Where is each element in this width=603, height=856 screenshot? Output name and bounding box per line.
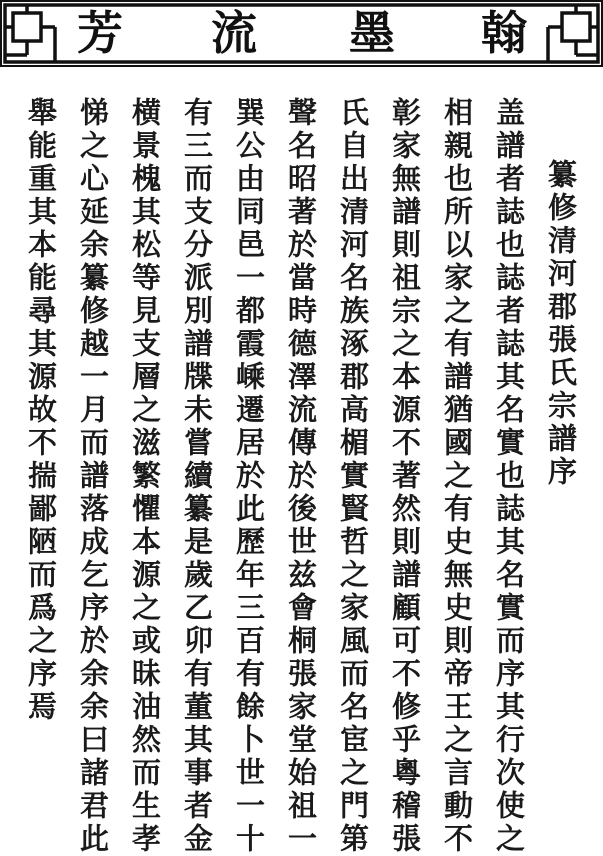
text-column: 有三而支分派別譜牒未嘗續纂是歲乙卯有董其事者金: [180, 97, 214, 856]
text-column: 氏自出清河名族涿郡高楣實賢哲之家風而名宦之門第: [336, 97, 370, 856]
preface-text: [22, 97, 587, 856]
title-char-3: 墨: [349, 6, 395, 60]
right-lattice-ornament: [548, 5, 598, 62]
text-column: 相親也所以家之有譜猶國之有史無史則帝王之言動不: [440, 97, 474, 856]
text-column: 彰家無譜則祖宗之本源不著然則譜顧可不修乎粵稽張: [388, 97, 422, 856]
title-char-1: 芳: [77, 6, 123, 60]
text-column: 聲名昭著於當時德澤流傳於後世兹會桐張家堂始祖一: [284, 97, 318, 856]
text-column: 舉能重其本能尋其源故不揣鄙陋而爲之序焉: [24, 97, 58, 724]
left-lattice-ornament: [5, 5, 55, 62]
text-column: 悌之心延余纂修越一月而譜落成乞序於余余曰諸君此: [76, 97, 110, 856]
title-char-4: 翰: [481, 6, 527, 60]
preface-heading: 纂修清河郡張氏宗譜序: [544, 159, 578, 489]
text-column: 巽公由同邑一都霞嵊遷居於此歷年三百有餘卜世一十: [232, 97, 266, 856]
text-column: 横景槐其松等見支層之滋繁懼本源之或昧油然而生孝: [128, 97, 162, 856]
title-banner: [0, 0, 603, 68]
title-char-2: 流: [211, 6, 257, 60]
text-column: 盖譜者誌也誌者誌其名實也誌其名實而序其行次使之: [492, 97, 526, 856]
